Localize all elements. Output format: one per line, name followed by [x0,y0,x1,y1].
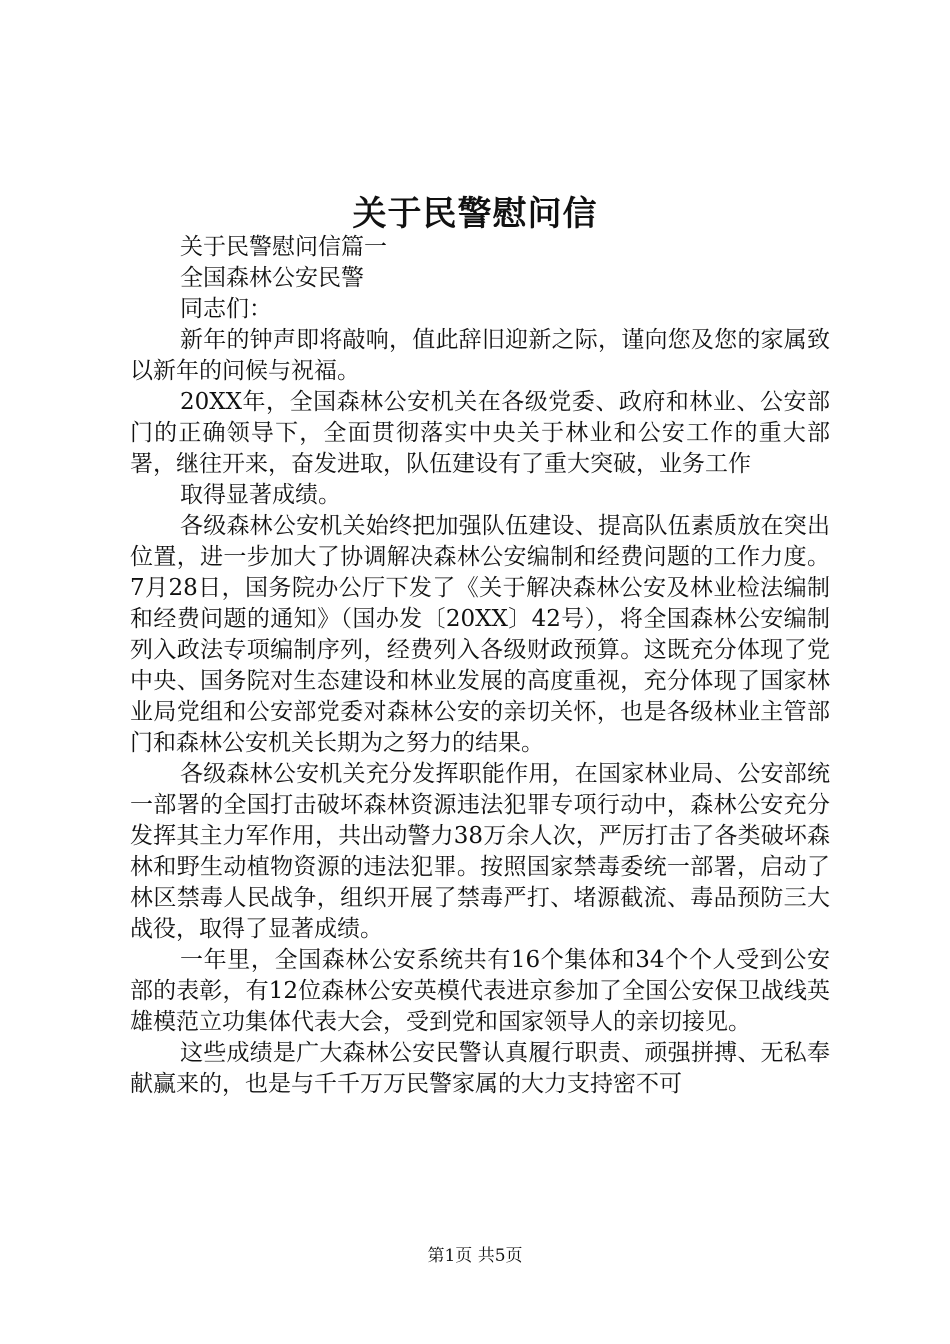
paragraph-results: 取得显著成绩。 [180,482,341,508]
paragraph-achievements: 这些成绩是广大森林公安民警认真履行职责、顽强拼搏、无私奉献赢来的，也是与千千万万民警家属的大力支持密不可 [130,1040,830,1097]
document-title: 关于民警慰问信 [352,194,598,234]
page-footer: 第1页 共5页 [427,1246,523,1266]
paragraph-year-summary: 20XX年，全国森林公安机关在各级党委、政府和林业、公安部门的正确领导下，全面贯彻落实中央关于林业和公安工作的重大部署，继往开来，奋发进取，队伍建设有了重大突破，业务工作 [130,389,830,477]
paragraph-functions: 各级森林公安机关充分发挥职能作用，在国家林业局、公安部统一部署的全国打击破坏森林资源违法犯罪专项行动中，森林公安充分发挥其主力军作用，共出动警力38万余人次，严厉打击了各类破坏森林和野生动植物资源的违法犯罪。按照国家禁毒委统一部署，启动了林区禁毒人民战争，组织开展了禁毒严打、堵源截流、毒品预防三大战役，取得了显著成绩。 [130,761,830,942]
paragraph-team-building: 各级森林公安机关始终把加强队伍建设、提高队伍素质放在突出位置，进一步加大了协调解决森林公安编制和经费问题的工作力度。7月28日，国务院办公厅下发了《关于解决森林公安及林业检法编制和经费问题的通知》（国办发〔20XX〕42号），将全国森林公安编制列入政法专项编制序列，经费列入各级财政预算。这既充分体现了党中央、国务院对生态建设和林业发展的高度重视，充分体现了国家林业局党组和公安部党委对森林公安的亲切关怀，也是各级林业主管部门和森林公安机关长期为之努力的结果。 [130,513,830,756]
paragraph-salutation: 同志们： [180,296,272,322]
paragraph-heading: 关于民警慰问信篇一 [180,234,387,260]
paragraph-recipient: 全国森林公安民警 [180,265,364,291]
document-body [130,232,830,1100]
paragraph-awards: 一年里，全国森林公安系统共有16个集体和34个个人受到公安部的表彰，有12位森林公安英模代表进京参加了全国公安保卫战线英雄模范立功集体代表大会，受到党和国家领导人的亲切接见。 [130,947,830,1035]
paragraph-greeting: 新年的钟声即将敲响，值此辞旧迎新之际，谨向您及您的家属致以新年的问候与祝福。 [130,327,830,384]
